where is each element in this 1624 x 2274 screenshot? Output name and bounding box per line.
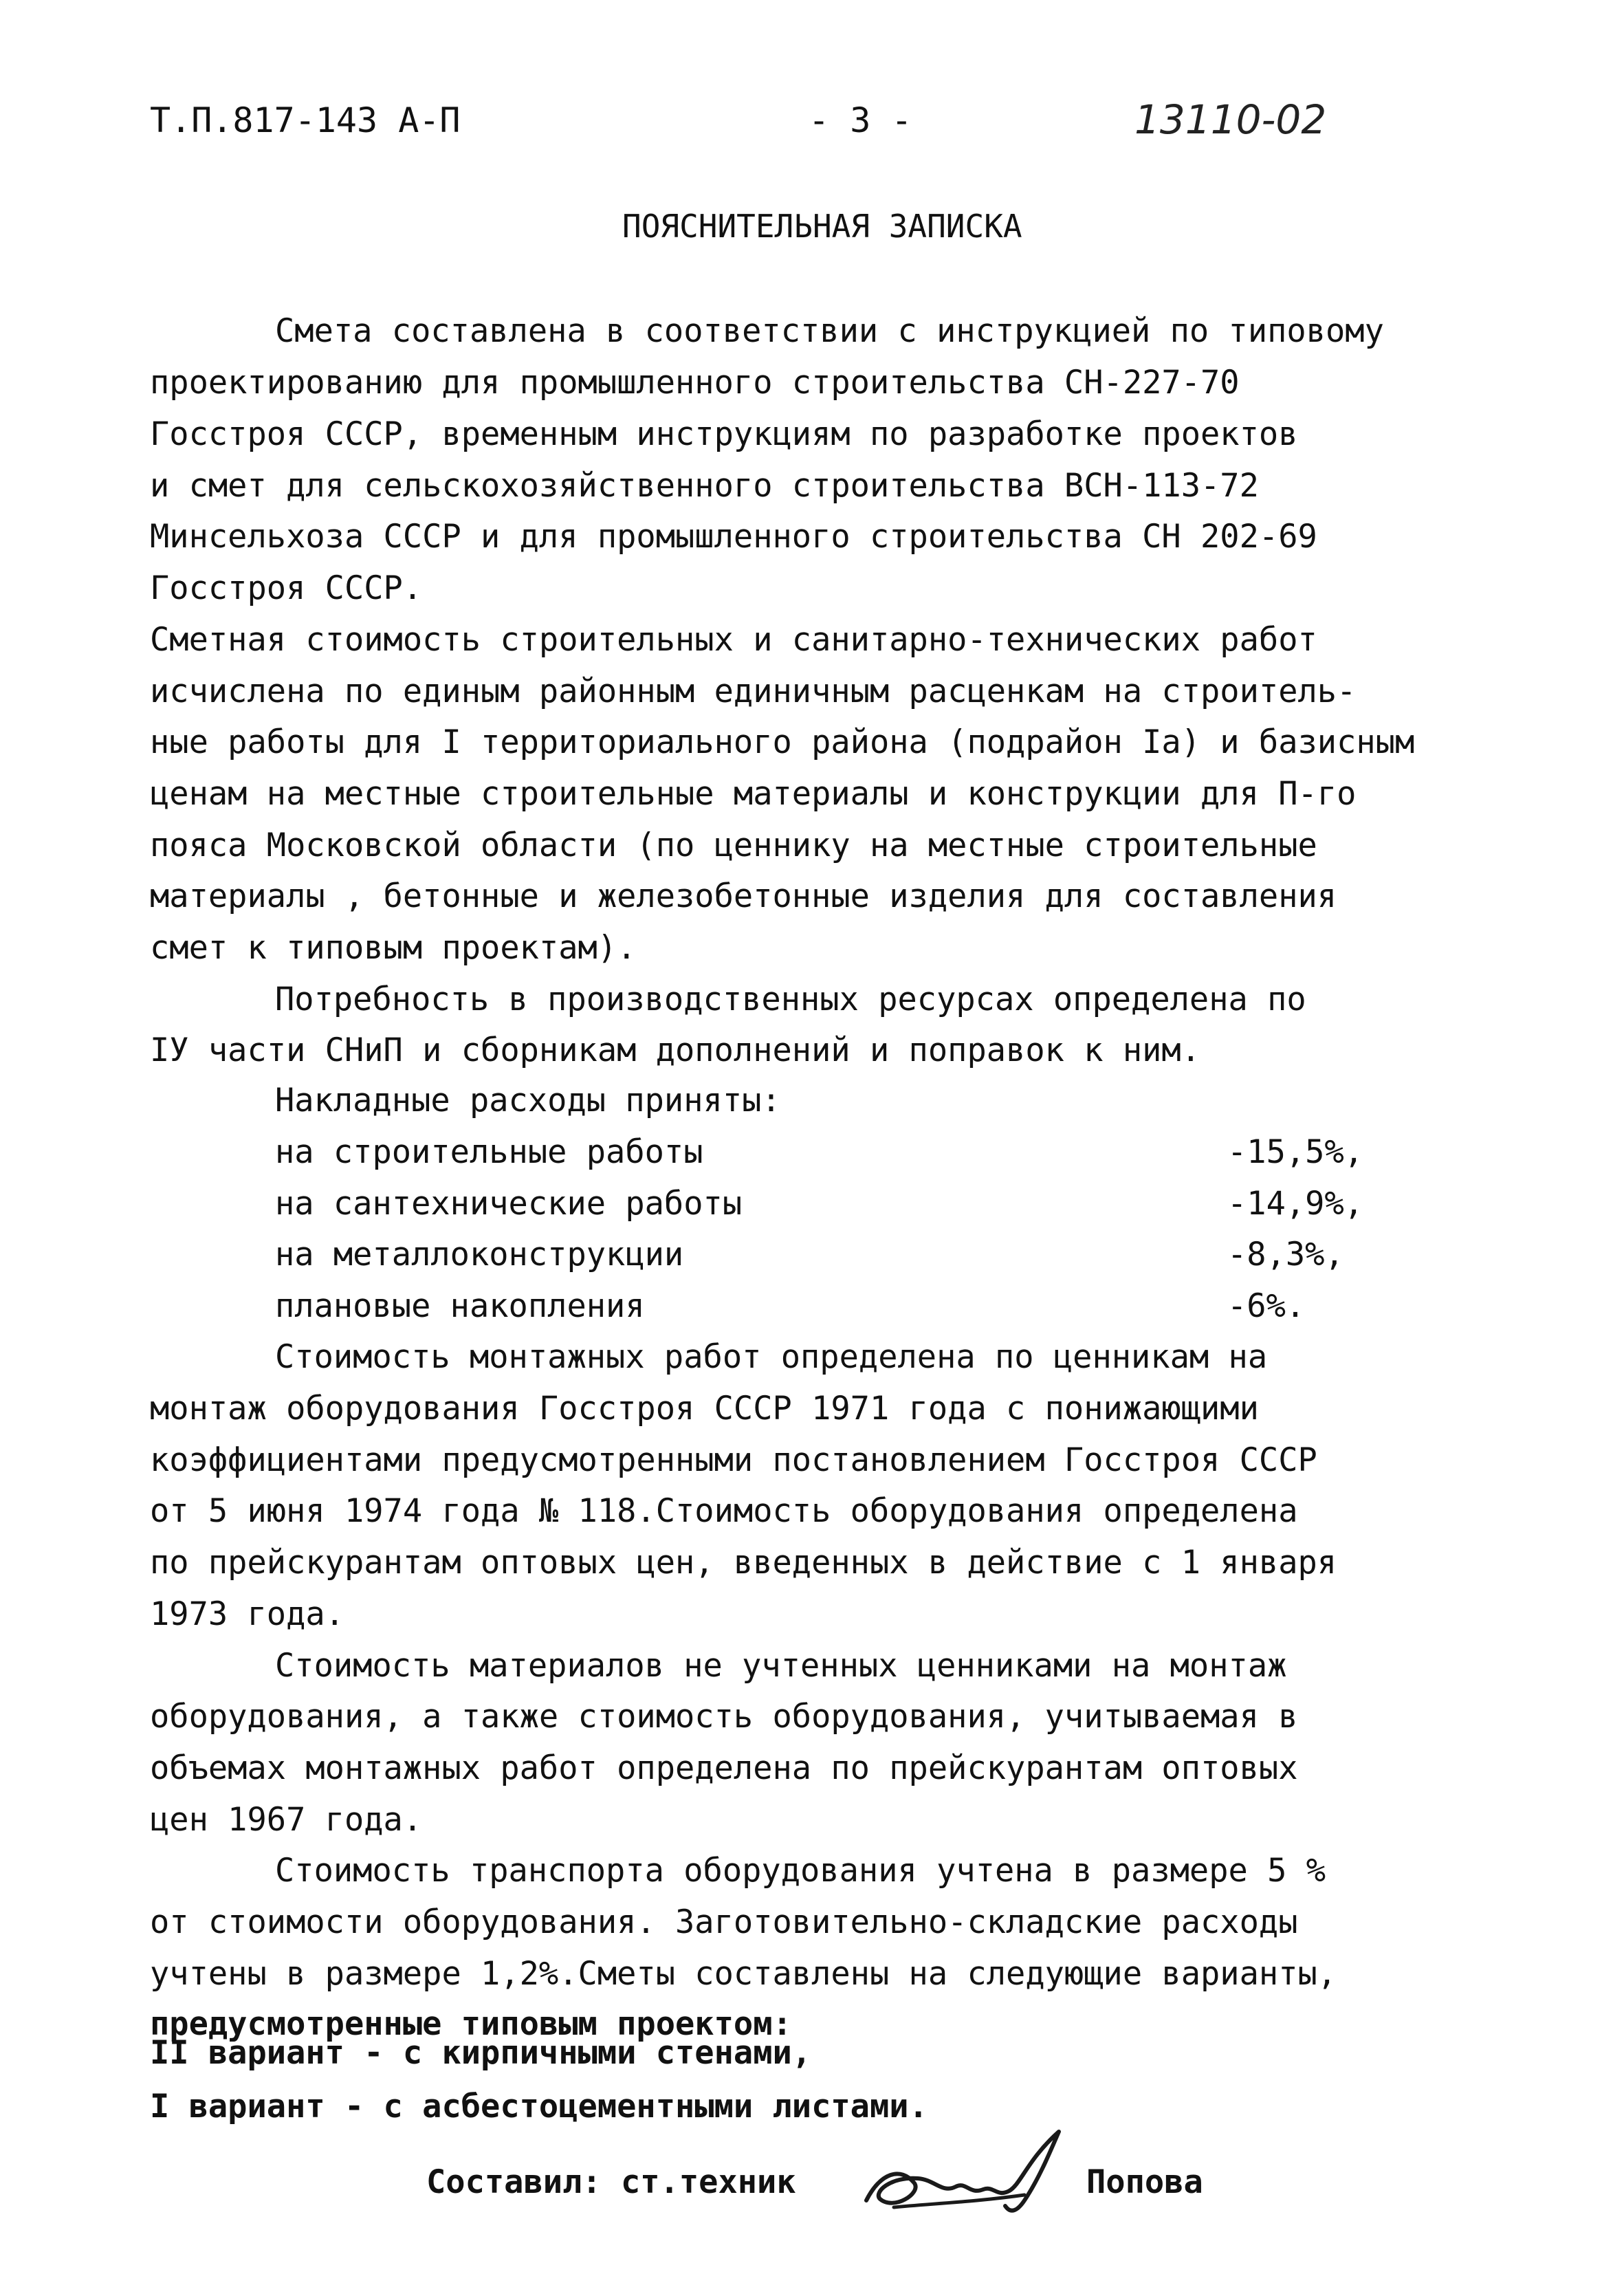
overhead-label: на металлоконструкции <box>275 1236 684 1273</box>
text-line: и смет для сельскохозяйственного строительства ВСН-113-72 <box>150 467 1259 505</box>
text-line: IУ части СНиП и сборникам дополнений и поправок к ним. <box>150 1031 1201 1069</box>
text-line: оборудования, а также стоимость оборудования, учитываемая в <box>150 1698 1298 1736</box>
text-line: исчислена по единым районным единичным расценкам на строитель- <box>150 673 1357 710</box>
text-line: монтаж оборудования Госстроя СССР 1971 года с понижающими <box>150 1390 1259 1428</box>
overhead-intro: Накладные расходы приняты: <box>275 1082 781 1119</box>
text-line: Минсельхоза СССР и для промышленного строительства СН 202-69 <box>150 518 1317 556</box>
text-line: Стоимость монтажных работ определена по ценникам на <box>275 1338 1268 1376</box>
signature-name: Попова <box>1086 2163 1203 2201</box>
handwritten-signature <box>853 2118 1079 2221</box>
page-title: ПОЯСНИТЕЛЬНАЯ ЗАПИСКА <box>622 208 1022 245</box>
text-line: объемах монтажных работ определена по прейскурантам оптовых <box>150 1749 1298 1787</box>
overhead-value: -14,9%, <box>1227 1185 1364 1223</box>
variant-line: II вариант - с кирпичными стенами, <box>150 2034 812 2072</box>
document-number: 13110-02 <box>1134 96 1327 143</box>
variant-line: I вариант - с асбестоцементными листами. <box>150 2088 928 2125</box>
text-line: коэффициентами предусмотренными постановлением Госстроя СССР <box>150 1441 1317 1479</box>
overhead-label: на строительные работы <box>275 1133 703 1171</box>
text-line: 1973 года. <box>150 1595 344 1633</box>
text-line: от 5 июня 1974 года № 118.Стоимость оборудования определена <box>150 1492 1298 1530</box>
text-line: учтены в размере 1,2%.Сметы составлены на следующие варианты, <box>150 1955 1337 1993</box>
text-line: Стоимость транспорта оборудования учтена в размере 5 % <box>275 1852 1326 1890</box>
text-line: ные работы для I территориального района (подрайон Iа) и базисным <box>150 723 1415 761</box>
text-line: Смета составлена в соответствии с инструкцией по типовому <box>275 312 1384 350</box>
overhead-value: -6%. <box>1227 1287 1306 1325</box>
text-line: по прейскурантам оптовых цен, введенных в действие с 1 января <box>150 1544 1337 1582</box>
text-line: Потребность в производственных ресурсах определена по <box>275 981 1306 1018</box>
text-line: Госстроя СССР, временным инструкциям по разработке проектов <box>150 415 1298 453</box>
signature-prefix: Составил: ст.техник <box>426 2163 796 2201</box>
text-line: смет к типовым проектам). <box>150 929 637 967</box>
text-line: цен 1967 года. <box>150 1801 423 1839</box>
overhead-value: -8,3%, <box>1227 1236 1344 1273</box>
text-line: от стоимости оборудования. Заготовительно-складские расходы <box>150 1903 1298 1941</box>
text-line: Госстроя СССР. <box>150 569 423 607</box>
page-number: - 3 - <box>809 100 912 140</box>
text-line: проектированию для промышленного строительства СН-227-70 <box>150 364 1240 402</box>
text-line: Сметная стоимость строительных и санитарно-технических работ <box>150 621 1317 659</box>
overhead-value: -15,5%, <box>1227 1133 1364 1171</box>
overhead-label: на сантехнические работы <box>275 1185 743 1223</box>
text-line: материалы , бетонные и железобетонные изделия для составления <box>150 877 1337 915</box>
document-code: Т.П.817-143 А-П <box>150 100 461 140</box>
overhead-label: плановые накопления <box>275 1287 645 1325</box>
text-line: Стоимость материалов не учтенных ценниками на монтаж <box>275 1647 1287 1685</box>
variants-intro: предусмотренные типовым проектом: <box>150 2005 792 2043</box>
text-line: пояса Московской области (по ценнику на местные строительные <box>150 827 1317 864</box>
text-line: ценам на местные строительные материалы и конструкции для П-го <box>150 775 1357 813</box>
